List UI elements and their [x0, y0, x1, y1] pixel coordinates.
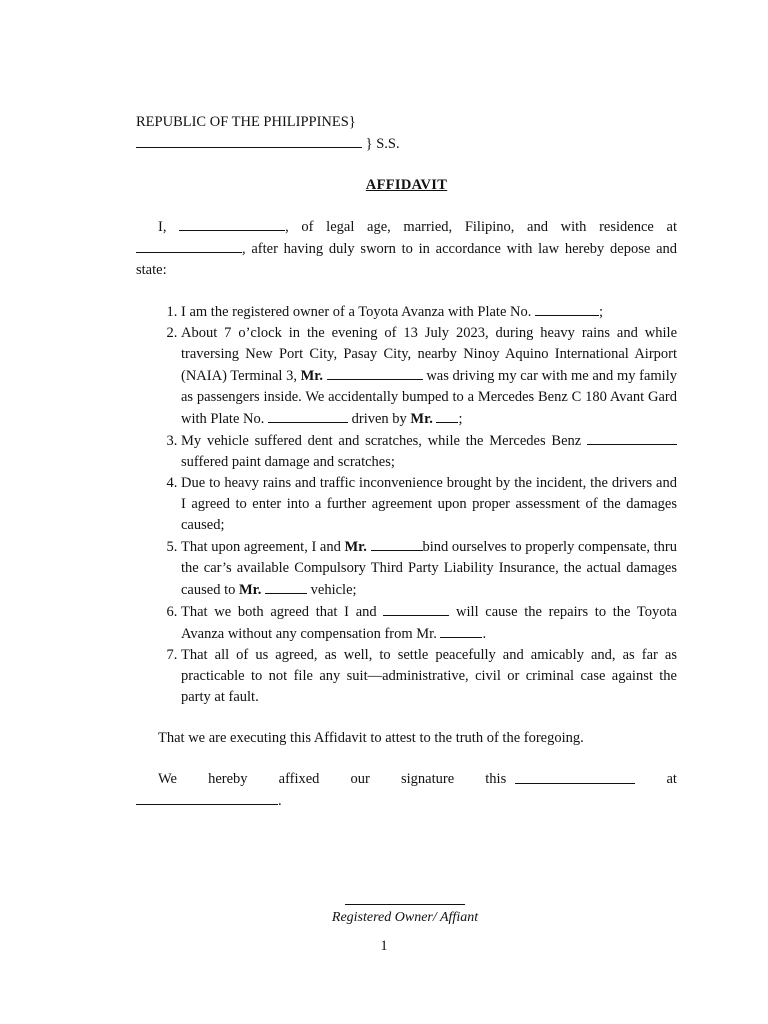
date-blank: [515, 769, 635, 784]
signature-block: [300, 898, 510, 926]
signature-date-paragraph: [136, 769, 677, 812]
page-number: 1: [380, 938, 388, 954]
place-line: [136, 790, 677, 812]
driver-name-blank: [327, 365, 423, 380]
item-text: About 7 o’clock in the evening of 13 July 2023, during heavy rains and while traversing New Port City, Pasay City, nearby Ninoy Aquino International Airport (NAIA) Terminal 3,: [181, 325, 677, 384]
list-item: [181, 645, 677, 708]
affixed-word: affixed: [278, 771, 320, 787]
mercedes-driver-blank: [436, 408, 458, 423]
item-text: My vehicle suffered dent and scratches, while the Mercedes Benz: [181, 433, 587, 449]
item-text: bind ourselves to properly compensate, thru the car’s available Compulsory Third Party Liability Insurance, the actual damages caused to: [181, 539, 678, 598]
item-text: Due to heavy rains and traffic inconvenience brought by the incident, the drivers and I agreed to enter into a further agreement upon proper assessment of the damages caused;: [181, 475, 677, 533]
we-word: We: [158, 771, 177, 787]
mercedes-blank: [587, 430, 677, 445]
signature-date-line: [136, 769, 677, 790]
compensation-blank: [440, 623, 482, 638]
signature-line: [345, 898, 465, 905]
affiant-name-blank: [179, 216, 285, 231]
item-text: .: [482, 626, 487, 642]
intro-text-3: , after having duly sworn to in accordance with law hereby depose and state:: [136, 241, 677, 278]
intro-text-1: I,: [158, 219, 180, 235]
hereby-word: hereby: [208, 771, 248, 787]
signature-label: Registered Owner/ Affiant: [331, 910, 479, 925]
repair-party-blank: [383, 601, 449, 616]
item-text: That we both agreed that I and: [181, 604, 384, 620]
ss-label: } S.S.: [365, 136, 400, 152]
at-word: at: [666, 771, 677, 787]
republic-header: REPUBLIC OF THE PHILIPPINES}: [136, 114, 356, 130]
intro-text-2: , of legal age, married, Filipino, and with residence at: [285, 219, 677, 235]
list-item: [181, 473, 677, 536]
item-text: I am the registered owner of a Toyota Avanza with Plate No.: [181, 304, 535, 320]
item-text: was driving my car with me and my family as passengers inside. We accidentally bumped to a Mercedes Benz C 180 Avant Gard with Plate No.: [181, 368, 677, 427]
document-title: AFFIDAVIT: [365, 177, 448, 193]
plate-blank: [535, 301, 599, 316]
residence-blank: [136, 238, 242, 253]
mr-label: Mr.: [344, 539, 367, 555]
document-body: [136, 112, 677, 812]
item-text: That all of us agreed, as well, to settle peacefully and amicably and, as far as practicable to not file any suit—administrative, civil or criminal case against the party at fault.: [181, 647, 677, 705]
list-item: [181, 301, 677, 323]
our-word: our: [350, 771, 370, 787]
list-item: [181, 323, 677, 430]
party-vehicle-blank: [265, 579, 307, 594]
venue-blank: [136, 133, 362, 148]
item-text: suffered paint damage and scratches;: [181, 454, 395, 470]
party-blank: [371, 536, 423, 551]
item-text: will cause the repairs to the Toyota Avanza without any compensation from Mr.: [181, 604, 677, 642]
closing-paragraph: That we are executing this Affidavit to attest to the truth of the foregoing.: [158, 730, 584, 746]
item-text: vehicle;: [307, 582, 357, 598]
intro-paragraph: [136, 216, 677, 281]
list-item: [181, 430, 677, 473]
item-text: ;: [458, 411, 463, 427]
mr-label: Mr.: [238, 582, 262, 598]
venue-line: [136, 133, 677, 155]
item-text: ;: [599, 304, 604, 320]
period-text: .: [278, 793, 282, 809]
statement-list: [136, 301, 677, 708]
this-word: this: [485, 771, 507, 787]
mr-label: Mr.: [410, 411, 433, 427]
list-item: [181, 601, 677, 645]
place-blank: [136, 790, 278, 805]
mercedes-plate-blank: [268, 408, 348, 423]
item-text: That upon agreement, I and: [181, 539, 345, 555]
list-item: [181, 536, 677, 601]
item-text: driven by: [348, 411, 411, 427]
signature-word: signature: [401, 771, 455, 787]
mr-label: Mr.: [300, 368, 324, 384]
